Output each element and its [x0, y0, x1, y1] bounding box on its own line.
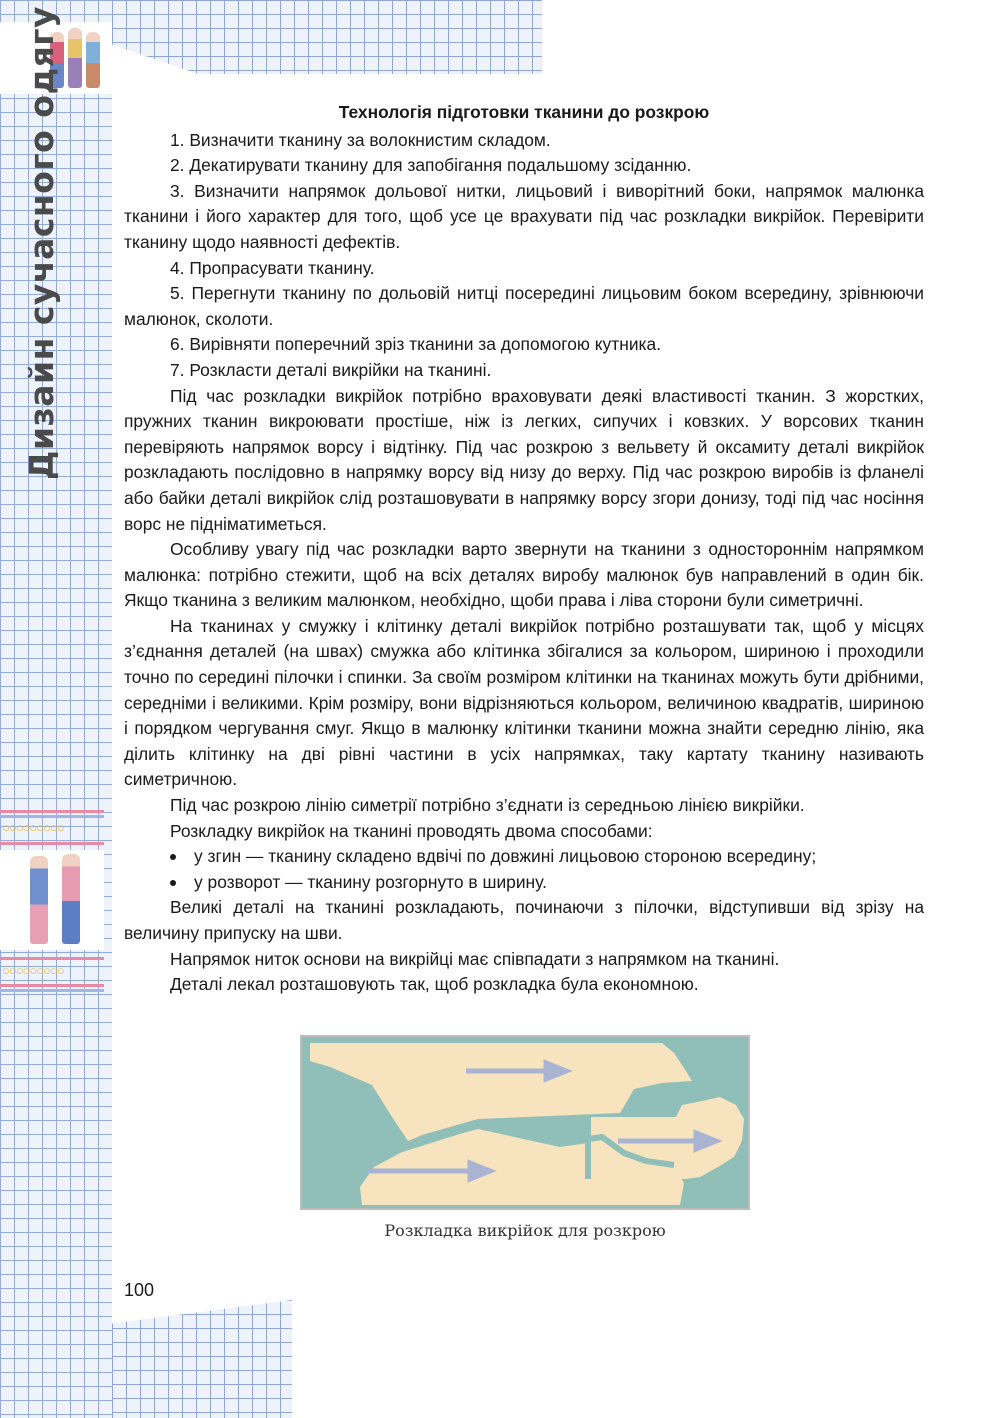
pattern-layout-illustration: [302, 1037, 748, 1208]
list-item-text: у згин — тканину складено вдвічі по довжині лицьовою стороною всередину;: [194, 846, 817, 867]
rings-decoration-upper: ○○○○○○○○○: [2, 820, 64, 835]
paragraph: Під час розкрою лінію симетрії потрібно з’єднати із середньою лінією викрійки.: [170, 795, 805, 816]
paragraph: Під час розкладки викрійок потрібно враховувати деякі властивості тканин. З жорстких, пружних тканин викроювати простіше, ніж із легких, сипучих і ковзких. У ворсових тканин перевіряють напрямок ворсу і відтінку. Під час розкрою з вельвету й оксамиту деталі викрійок розкладають послідовно в напрямку ворсу від низу до верху. Під час розкрою виробів із фланелі або байки деталі викрійок слід розташовувати в напрямку ворсу згори донизу, тоді під час носіння ворс не підніматиметься.: [124, 385, 924, 534]
top-grid-decoration: [112, 0, 542, 74]
fashion-illustration-middle: [0, 850, 104, 950]
paragraph: 2. Декатирувати тканину для запобігання подальшому зсіданню.: [170, 155, 692, 176]
paragraph: Розкладку викрійок на тканині проводять двома способами:: [170, 820, 653, 841]
bullet-list: [124, 844, 924, 895]
stripe-band-upper: [0, 808, 104, 820]
paragraph: Особливу увагу під час розкладки варто звернути на тканини з одностороннім напрямком малюнка: потрібно стежити, щоб на всіх деталях виробу малюнок був направлений в один бік. Якщо тканина з великим малюнком, необхідно, щоби права і ліва сторони були симетричні.: [124, 539, 924, 611]
figure-caption: Розкладка викрійок для розкрою: [384, 1221, 666, 1240]
paragraph: Напрямок ниток основи на викрійці має співпадати з напрямком на тканині.: [170, 948, 780, 969]
paragraph: 5. Перегнути тканину по дольовій нитці посередині лицьовим боком всередину, зрівнюючи малюнок, сколоти.: [124, 283, 924, 329]
paragraph: На тканинах у смужку і клітинку деталі викрійок потрібно розташувати так, щоб у місцях з’єднання деталей (на швах) смужка або клітинка збігалися за кольором, шириною і проходили точно по середині пілочки і спинки. За своїм розміром клітинки на тканинах можуть бути дрібними, середніми і великими. Крім розміру, вони відрізняються кольором, величиною квадратів, шириною і порядком чергування смуг. Якщо в малюнку клітинки тканини можна знайти середню лінію, яка ділить клітинку на дві рівні частини в усіх напрямках, таку картату тканину називають симетричною.: [124, 615, 924, 790]
paragraph: 3. Визначити напрямок дольової нитки, лицьовий і виворітний боки, напрямок малюнка тканини і його характер для того, щоб усе це врахувати під час розкладки викрійок. Перевірити тканину щодо наявності дефектів.: [124, 180, 924, 252]
paragraph: 7. Розкласти деталі викрійки на тканині.: [170, 359, 492, 380]
bullet-icon: [170, 854, 176, 860]
paragraph: 1. Визначити тканину за волокнистим складом.: [170, 129, 551, 150]
paragraph: 6. Вирівняти поперечний зріз тканини за допомогою кутника.: [170, 334, 662, 355]
list-item: [124, 870, 924, 896]
stripe-band-lower: [0, 955, 104, 962]
paragraph: Деталі лекал розташовують так, щоб розкладка була економною.: [170, 974, 699, 995]
list-item: [124, 844, 924, 870]
sidebar-title: Дизайн сучасного одягу: [22, 5, 61, 480]
paragraph: Великі деталі на тканині розкладають, починаючи з пілочки, відступивши від зрізу на величину припуску на шви.: [124, 897, 924, 943]
list-item-text: у розворот — тканину розгорнуто в ширину.: [194, 871, 547, 892]
page-number: 100: [124, 1280, 155, 1300]
paragraph: 4. Пропрасувати тканину.: [170, 257, 375, 278]
rings-decoration-lower: ○○○○○○○○○: [2, 963, 64, 978]
pattern-layout-figure: [300, 1035, 750, 1210]
bullet-icon: [170, 880, 176, 886]
stripe-band-lower-2: [0, 982, 104, 994]
main-content: [124, 100, 924, 998]
page-heading: Технологія підготовки тканини до розкрою: [338, 102, 710, 122]
bottom-grid-decoration: [112, 1300, 292, 1418]
stripe-band-upper-2: [0, 840, 104, 847]
